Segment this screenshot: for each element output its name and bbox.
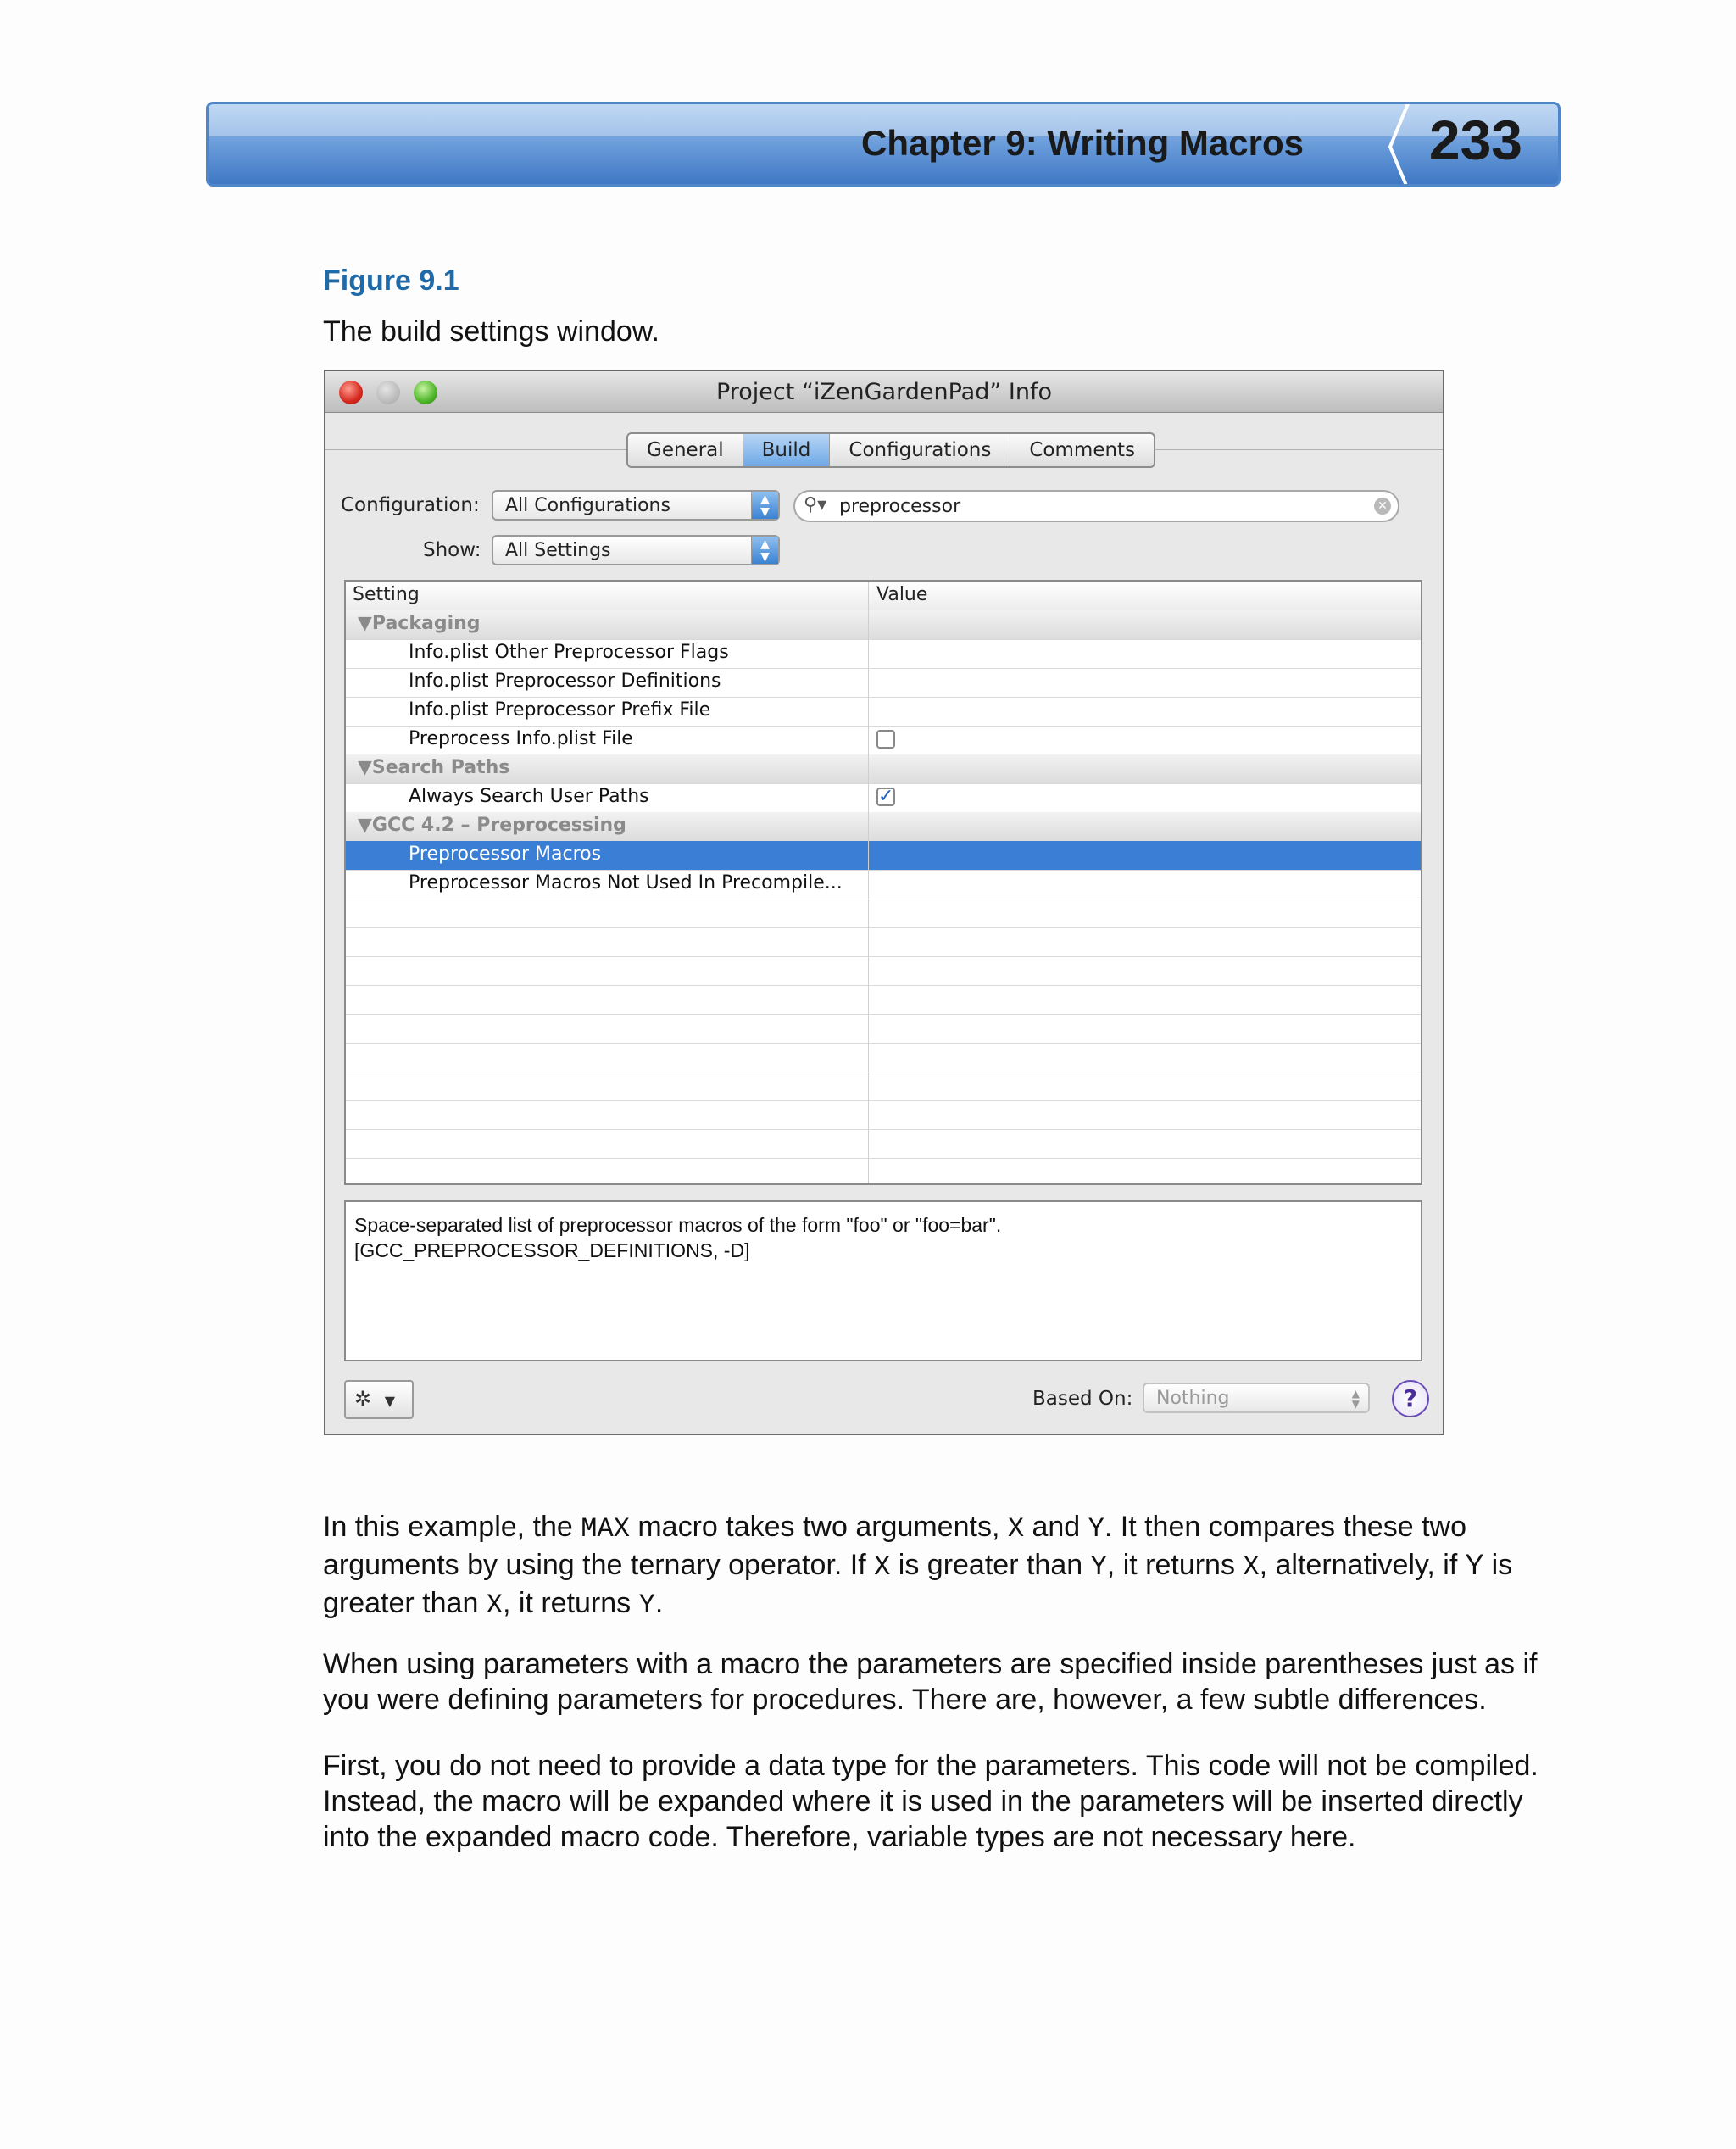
table-group-row[interactable]: [346, 754, 1421, 784]
paragraph-3: First, you do not need to provide a data type for the parameters. This code will not be compiled. Instead, the macro will be expanded where it is used in the parameters will be inserted directly into the expanded macro code. Therefore, variable types are not necessary here.: [323, 1750, 1538, 1853]
code-run: Y: [638, 1589, 655, 1621]
banner-divider: [1387, 102, 1421, 187]
settings-table: [344, 580, 1422, 1185]
project-info-window: [324, 370, 1444, 1435]
configuration-popup[interactable]: [492, 490, 780, 521]
table-header: [346, 582, 1421, 611]
help-button[interactable]: ?: [1392, 1380, 1429, 1417]
popup-arrows-icon: ▲ ▼: [1351, 1388, 1360, 1410]
search-icon: ⚲▾: [804, 494, 827, 515]
tab-bar: [626, 432, 1155, 468]
empty-table-row: [346, 985, 1421, 1015]
empty-table-row: [346, 1158, 1421, 1185]
chevron-down-icon: ▼: [384, 1393, 396, 1409]
setting-label: Preprocessor Macros Not Used In Precompile...: [409, 872, 843, 894]
chapter-header-banner: [206, 102, 1561, 187]
table-row[interactable]: [346, 726, 1421, 755]
clear-search-icon[interactable]: ✕: [1374, 498, 1391, 515]
group-label: ▼Search Paths: [358, 757, 510, 778]
setting-checkbox[interactable]: ✓: [878, 786, 894, 807]
tab-comments[interactable]: Comments: [1029, 439, 1136, 461]
code-run: Y: [1090, 1551, 1107, 1583]
setting-label: Preprocess Info.plist File: [409, 728, 633, 749]
empty-table-row: [346, 1100, 1421, 1130]
setting-label: Info.plist Other Preprocessor Flags: [409, 642, 729, 663]
empty-table-row: [346, 1072, 1421, 1101]
text-run: , it returns: [1106, 1549, 1244, 1581]
paragraph-1: [323, 1509, 1569, 1623]
tab-build[interactable]: Build: [743, 434, 831, 466]
code-run: MAX: [581, 1513, 630, 1545]
configuration-label: Configuration:: [341, 494, 480, 516]
figure-label: Figure 9.1: [323, 264, 459, 297]
empty-table-row: [346, 956, 1421, 986]
search-field[interactable]: [793, 490, 1399, 522]
chapter-title: Chapter 9: Writing Macros: [861, 123, 1304, 163]
table-row[interactable]: [346, 668, 1421, 698]
table-row[interactable]: [346, 639, 1421, 669]
configuration-popup-value: All Configurations: [505, 495, 670, 516]
text-run: In this example, the: [323, 1511, 581, 1543]
column-header-value[interactable]: Value: [876, 584, 928, 605]
based-on-popup-value: Nothing: [1156, 1388, 1230, 1409]
table-row[interactable]: [346, 841, 1421, 871]
action-menu-button[interactable]: [344, 1380, 414, 1419]
setting-checkbox[interactable]: [876, 730, 895, 749]
group-label: ▼Packaging: [358, 613, 481, 634]
text-run: , it returns: [503, 1587, 639, 1619]
empty-table-row: [346, 1129, 1421, 1159]
window-titlebar: [326, 371, 1443, 413]
figure-caption: The build settings window.: [323, 315, 659, 348]
popup-arrows-icon: ▲ ▼: [751, 492, 778, 519]
table-row[interactable]: [346, 697, 1421, 727]
window-title: Project “iZenGardenPad” Info: [715, 379, 1053, 405]
setting-label: Preprocessor Macros: [409, 843, 602, 865]
text-run: . It then compares these two arguments by using the ternary operator. If: [323, 1511, 1466, 1581]
show-popup[interactable]: [492, 535, 780, 565]
setting-label: Always Search User Paths: [409, 786, 649, 807]
code-run: X: [1243, 1551, 1260, 1583]
table-row[interactable]: [346, 783, 1421, 813]
table-row[interactable]: [346, 870, 1421, 899]
show-popup-value: All Settings: [505, 540, 611, 561]
table-group-row[interactable]: [346, 812, 1421, 842]
page-number: 233: [1428, 109, 1522, 171]
table-group-row[interactable]: [346, 610, 1421, 640]
code-run: X: [874, 1551, 891, 1583]
paragraph-2: When using parameters with a macro the parameters are specified inside parentheses just as if you were defining parameters for procedures. There are, however, a few subtle differences.: [323, 1648, 1538, 1716]
setting-label: Info.plist Preprocessor Prefix File: [409, 699, 711, 721]
group-label: ▼GCC 4.2 – Preprocessing: [358, 815, 626, 836]
setting-label: Info.plist Preprocessor Definitions: [409, 671, 721, 692]
empty-table-row: [346, 899, 1421, 928]
gear-icon: ✲: [354, 1387, 372, 1411]
popup-arrows-icon: ▲ ▼: [751, 537, 778, 564]
setting-description: [344, 1200, 1422, 1361]
description-text: Space-separated list of preprocessor macros of the form "foo" or "foo=bar".: [354, 1214, 1002, 1236]
based-on-popup[interactable]: [1143, 1383, 1370, 1413]
text-run: is greater than: [890, 1549, 1091, 1581]
text-run: , alternatively, if Y is greater than: [323, 1549, 1513, 1619]
empty-table-row: [346, 1043, 1421, 1072]
text-run: and: [1024, 1511, 1088, 1543]
text-run: .: [654, 1587, 664, 1619]
based-on-label: Based On:: [1032, 1388, 1133, 1410]
tab-configurations[interactable]: Configurations: [830, 434, 1010, 466]
text-run: macro takes two arguments,: [629, 1511, 1008, 1543]
empty-table-row: [346, 1014, 1421, 1044]
code-run: X: [1007, 1513, 1025, 1545]
description-build-key: [GCC_PREPROCESSOR_DEFINITIONS, -D]: [354, 1239, 750, 1261]
show-label: Show:: [423, 539, 481, 561]
tab-general[interactable]: General: [628, 434, 743, 466]
search-input[interactable]: [837, 495, 1349, 518]
code-run: Y: [1088, 1513, 1104, 1545]
column-separator: [868, 582, 869, 1183]
column-header-setting[interactable]: Setting: [353, 584, 420, 605]
code-run: X: [486, 1589, 503, 1621]
empty-table-row: [346, 927, 1421, 957]
